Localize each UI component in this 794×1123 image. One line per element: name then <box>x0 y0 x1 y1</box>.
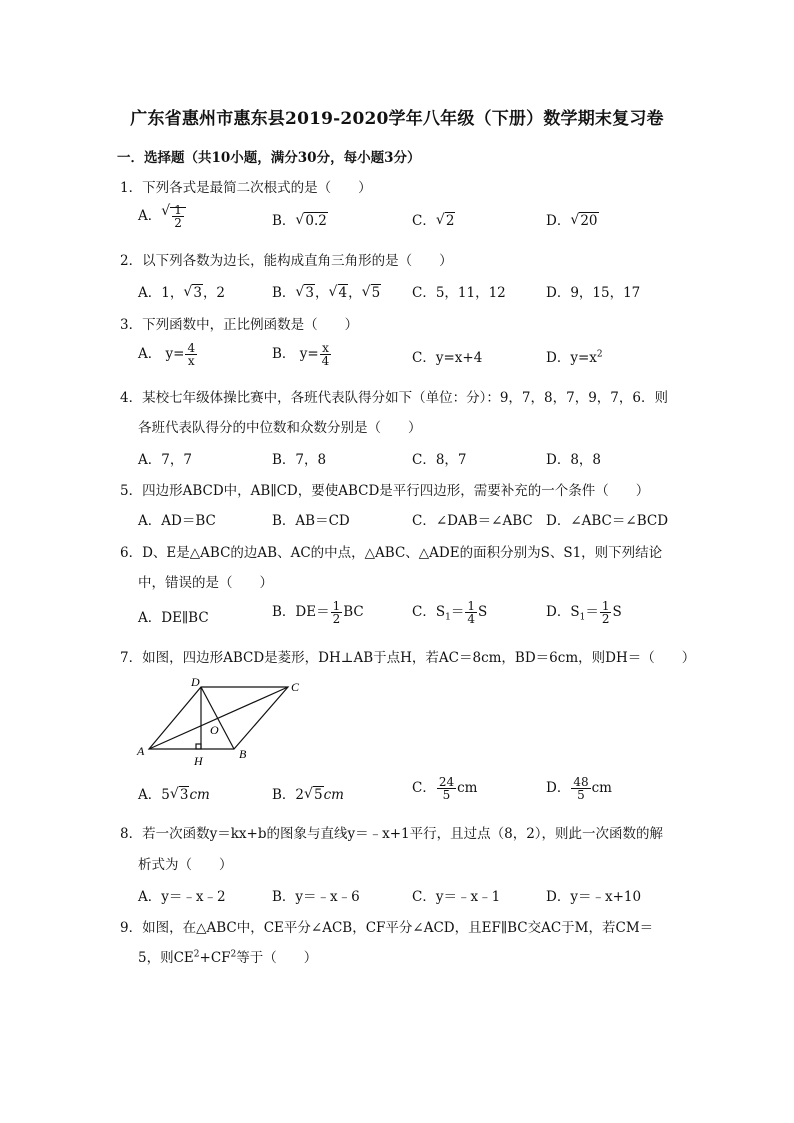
label-a: A <box>137 744 145 758</box>
right-angle-marker <box>196 744 201 749</box>
section-heading: 一．选择题（共10小题，满分30分，每小题3分） <box>117 150 421 166</box>
q1-option-d: D．√ 20 <box>546 209 599 229</box>
q8-option-b: B．y＝﹣x﹣6 <box>272 889 360 905</box>
q7-option-b: B．2√ 5cm <box>272 783 344 803</box>
q3-option-d: D．$y=x^2$ <box>546 349 603 366</box>
q3-option-b: B． y= $\frac{x}{4}$ <box>272 341 330 368</box>
q3-stem: 3．下列函数中，正比例函数是（ ） <box>120 317 359 333</box>
q9-stem-line1: 9．如图，在△ABC中，CE平分∠ACB，CF平分∠ACD，且EF∥BC交AC于M，若CM＝ <box>120 920 654 936</box>
q2-option-c: C．5，11，12 <box>412 285 506 301</box>
q2-stem: 2．以下列各数为边长，能构成直角三角形的是（ ） <box>120 253 453 269</box>
q7-option-a: A．5√ 3cm <box>138 783 210 803</box>
q5-option-d: D．∠ABC＝∠BCD <box>546 513 669 529</box>
q5-option-a: A．AD＝BC <box>138 513 216 529</box>
label-d: D <box>191 675 200 689</box>
q6-option-a: A．DE∥BC <box>138 610 209 626</box>
q8-option-d: D．y＝﹣x+10 <box>546 889 642 905</box>
q3-option-c: C．y=x+4 <box>412 350 483 366</box>
q8-stem-line1: 8．若一次函数y＝kx+b的图象与直线y＝﹣x+1平行，且过点（8，2），则此一次函数的解 <box>120 826 664 842</box>
diagonal-bd <box>201 687 234 749</box>
label-o: O <box>210 723 219 737</box>
q6-option-c: C．$S_1=$ $\frac{1}{4}$ S <box>412 599 488 626</box>
q9-stem-line2: 5，则$CE^2+CF^2$等于（ ） <box>138 949 318 966</box>
q4-option-b: B．7，8 <box>272 452 327 468</box>
q4-option-a: A．7，7 <box>138 452 192 468</box>
q7-option-c: C． $\frac{24}{5}$ cm <box>412 775 478 802</box>
q4-option-d: D．8，8 <box>546 452 602 468</box>
q5-stem: 5．四边形ABCD中，AB∥CD，要使ABCD是平行四边形，需要补充的一个条件（ ） <box>120 483 650 499</box>
label-b: B <box>239 747 247 761</box>
rhombus-figure <box>135 672 310 767</box>
q1-stem: 1．下列各式是最简二次根式的是（ ） <box>120 180 372 196</box>
q4-option-c: C．8，7 <box>412 452 467 468</box>
q2-option-d: D．9，15，17 <box>546 285 641 301</box>
q5-option-b: B．AB＝CD <box>272 513 350 529</box>
q6-stem-line1: 6．D、E是△ABC的边AB、AC的中点，△ABC、△ADE的面积分别为S、S1，则下列结论 <box>120 545 663 561</box>
q6-option-b: B．DE＝ $\frac{1}{2}$ BC <box>272 599 364 626</box>
q1-option-c: C．√ 2 <box>412 209 455 229</box>
q4-stem-line2: 各班代表队得分的中位数和众数分别是（ ） <box>138 420 422 436</box>
q7-option-d: D． $\frac{48}{5}$ cm <box>546 775 612 802</box>
q8-option-c: C．y＝﹣x﹣1 <box>412 889 501 905</box>
diagonal-ac <box>149 687 288 749</box>
page-title: 广东省惠州市惠东县2019-2020学年八年级（下册）数学期末复习卷 <box>130 109 664 129</box>
q2-option-b: B．√ 3，√ 4，√ 5 <box>272 281 381 301</box>
q5-option-c: C．∠DAB＝∠ABC <box>412 513 533 529</box>
label-c: C <box>291 680 300 694</box>
q1-option-a: A． √ $\frac{1}{2}$ <box>138 204 186 229</box>
label-h: H <box>194 754 203 767</box>
q2-option-a: A．1，√ 3，2 <box>138 281 225 301</box>
q4-stem-line1: 4．某校七年级体操比赛中，各班代表队得分如下（单位：分）：9，7，8，7，9，7，6．则 <box>120 390 668 406</box>
q7-stem: 7．如图，四边形ABCD是菱形，DH⊥AB于点H，若AC＝8cm，BD＝6cm，则DH＝（ ） <box>120 650 696 666</box>
q3-option-a: A． y= $\frac{4}{x}$ <box>138 341 196 368</box>
q8-stem-line2: 析式为（ ） <box>138 857 233 873</box>
q8-option-a: A．y＝﹣x﹣2 <box>138 889 226 905</box>
q1-option-b: B．√ 0.2 <box>272 209 328 229</box>
q6-option-d: D．$S_1=$ $\frac{1}{2}$ S <box>546 599 622 626</box>
q6-stem-line2: 中，错误的是（ ） <box>138 575 273 591</box>
